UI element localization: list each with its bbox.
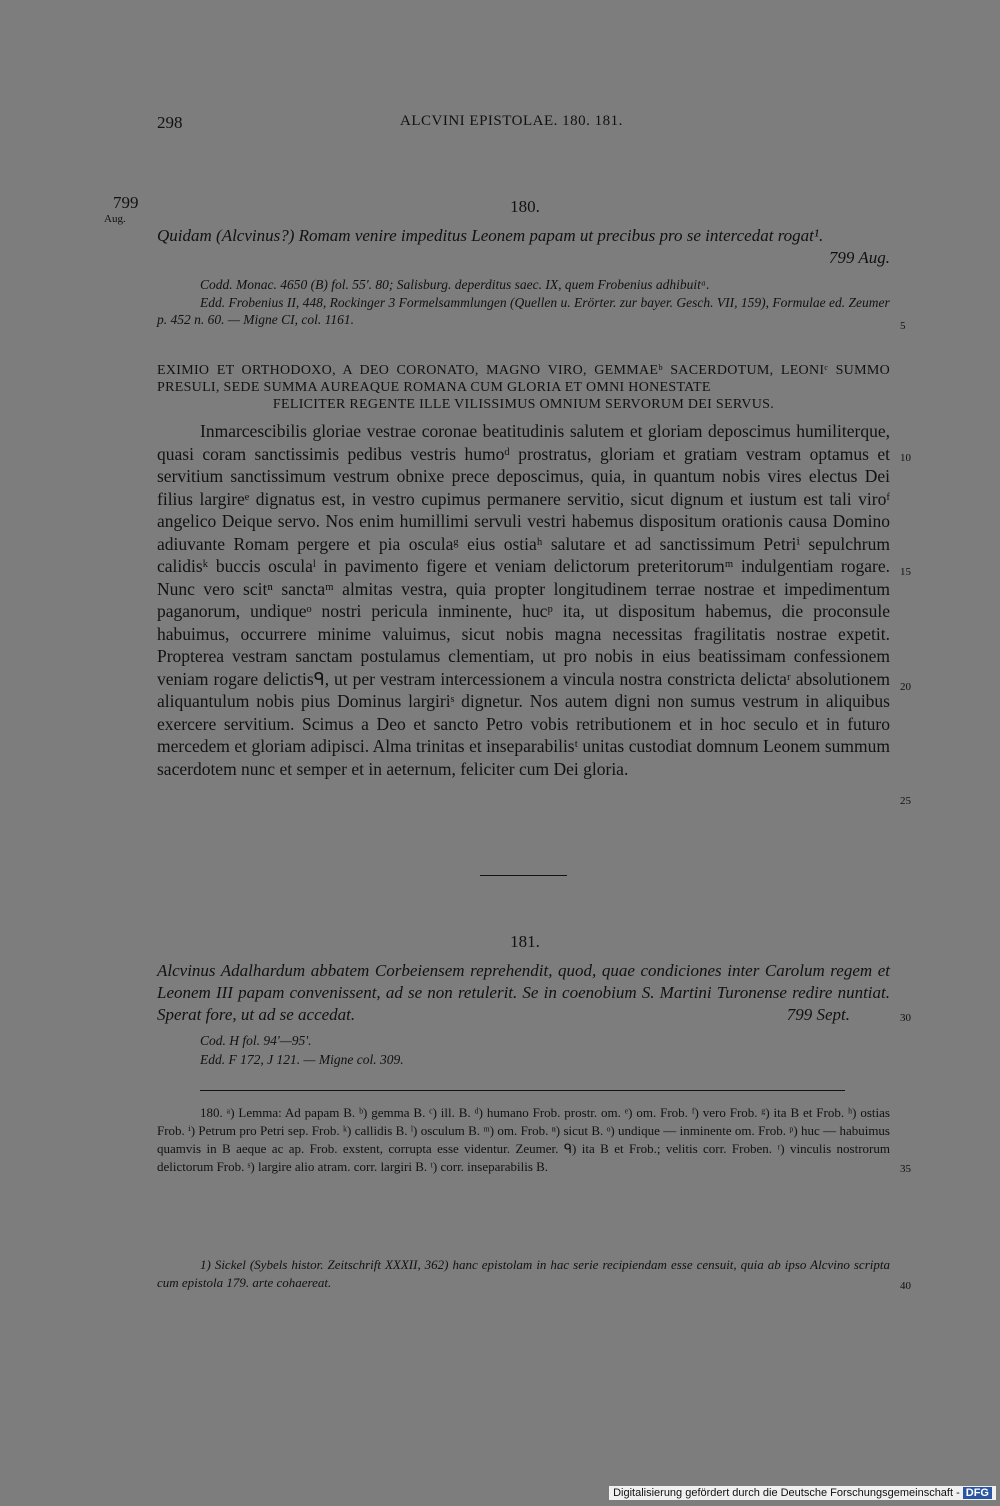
letter-181-editions: Edd. F 172, J 121. — Migne col. 309. <box>200 1052 404 1067</box>
line-number-10: 10 <box>900 452 911 464</box>
margin-month: Aug. <box>104 213 126 225</box>
line-number-5: 5 <box>900 320 906 332</box>
letter-180-salutation <box>157 362 890 413</box>
regest-text: Quidam (Alcvinus?) Romam venire impeditus Leonem papam ut precibus pro se intercedat rogat¹. <box>157 226 824 245</box>
critical-apparatus <box>157 1104 890 1176</box>
line-number-40: 40 <box>900 1280 911 1292</box>
letter-181-number: 181. <box>510 932 540 951</box>
letter-divider <box>480 875 567 876</box>
line-number-30: 30 <box>900 1012 911 1024</box>
letter-181-codices: Cod. H fol. 94'—95'. <box>200 1033 312 1048</box>
line-number-15: 15 <box>900 566 911 578</box>
letter-180-body <box>157 420 890 780</box>
regest-text: Alcvinus Adalhardum abbatem Corbeiensem reprehendit, quod, quae condiciones inter Carolum regem et Leonem III papam convenissent, ad se non retulerit. Se in coenobium S. Martini Turonense redire nuntiat. Sperat fore, ut ad se accedat. <box>157 961 890 1024</box>
letter-181-dateline: 799 Sept. <box>786 1005 850 1024</box>
line-number-35: 35 <box>900 1163 911 1175</box>
footnote-rule <box>200 1090 845 1091</box>
running-head: ALCVINI EPISTOLAE. 180. 181. <box>400 113 623 129</box>
salutation-line-1: EXIMIO ET ORTHODOXO, A DEO CORONATO, MAGNO VIRO, GEMMAEᵇ SACERDOTUM, LEONIᶜ SUMMO PRESULI, SEDE SUMMA AUREAQUE ROMANA CUM GLORIA ET OMNI HONESTATE <box>157 363 890 395</box>
apparatus-text: 180. ᵃ) Lemma: Ad papam B. ᵇ) gemma B. ᶜ) ill. B. ᵈ) humano Frob. prostr. om. ᵉ) om. Frob. ᶠ) vero Frob. ᵍ) ita B et Frob. ʰ) ostias Frob. ⁱ) Petrum pro Petri sep. Frob. ᵏ) callidis B. ˡ) osculum B. ᵐ) om. Frob. ⁿ) sicut B. ᵒ) undique — inminente om. Frob. ᵖ) huc — habuimus quamvis in B aeque ac ap. Frob. exstent, corrupta esse videntur. Zeumer. ᑫ) ita B et Frob.; velitis corr. Froben. ʳ) vinculis nostrorum delictorum Frob. ˢ) largire alio atram. corr. largiri B. ᵗ) corr. inseparabilis B. <box>157 1105 890 1174</box>
margin-year: 799 <box>113 193 139 212</box>
dfg-logo: DFG <box>963 1487 992 1499</box>
footnote-1-text: 1) Sickel (Sybels histor. Zeitschrift XXXII, 362) hanc epistolam in hac serie recipiendam esse censuit, quia ab ipso Alcvino scripta cum epistola 179. arte cohaereat. <box>157 1257 890 1290</box>
line-number-25: 25 <box>900 795 911 807</box>
salutation-line-2: FELICITER REGENTE ILLE VILISSIMUS OMNIUM SERVORUM DEI SERVUS. <box>272 397 775 412</box>
letter-180-regest <box>157 225 890 269</box>
letter-181-regest <box>157 960 890 1026</box>
footnote-1 <box>157 1256 890 1292</box>
dfg-footer[interactable] <box>609 1486 996 1500</box>
body-paragraph: Inmarcescibilis gloriae vestrae coronae beatitudinis salutem et gloriam deposcimus humiliterque, quasi coram sanctissimis pedibus vestris humoᵈ prostratus, gloriam et gratiam vestram optamus et servitium sanctissimum vestrum obnixe prece deposcimus, quia, in quantum nobis vires electus Dei filius largireᵉ dignatus est, in vestro cupimus permanere servitio, sicut dignum et iustum est tali viroᶠ angelico Deique servo. Nos enim humillimi servuli vestri habemus dispositum orationis causa Domino adiuvante Romam pergere et pia osculaᵍ eius ostiaʰ salutare et ad sanctissimum Petriⁱ sepulchrum calidisᵏ buccis osculaˡ in pavimento figere et veniam delictorum preteritorumᵐ indulgentiam rogare. Nunc vero scitⁿ sanctaᵐ almitas vestra, quia propter longitudinem terrae nostrae et impedimentum paganorum, undiqueᵒ nostri pericula inminente, hucᵖ ita, ut dispositum habemus, die proconsule habuimus, occurrere minime valuimus, sicut nobis magna necessitas fragilitatis nostrae expetit. Propterea vestram sanctam postulamus clementiam, ut pro nobis in eius beatissimam confessionem veniam rogare delictisᑫ, ut per vestram intercessionem a vincula nostra constricta delictaʳ absolutionem aliquantulum nobis pius Dominus largiriˢ dignetur. Nos autem digni non sumus vestrum in aliquibus exercere servitium. Scimus a Deo et sancto Petro vobis retributionem et in hoc seculo et in futuro mercedem et gloriam adipisci. Alma trinitas et inseparabilisᵗ unitas custodiat domnum Leonem summum sacerdotem nunc et semper et in aeternum, feliciter cum Dei gloria. <box>157 421 890 779</box>
footer-text: Digitalisierung gefördert durch die Deutsche Forschungsgemeinschaft - <box>613 1487 960 1499</box>
letter-180-editions: Edd. Frobenius II, 448, Rockinger 3 Formelsammlungen (Quellen u. Erörter. zur bayer. Gesch. VII, 159), Formulae ed. Zeumer p. 452 n. 60. — Migne CI, col. 1161. <box>157 295 890 327</box>
line-number-20: 20 <box>900 681 911 693</box>
letter-180-codices: Codd. Monac. 4650 (B) fol. 55'. 80; Salisburg. deperditus saec. IX, quem Frobenius adhibuitᵃ. <box>200 277 710 292</box>
page-number: 298 <box>157 113 183 132</box>
letter-180-number: 180. <box>510 197 540 216</box>
letter-180-dateline: 799 Aug. <box>828 248 890 267</box>
